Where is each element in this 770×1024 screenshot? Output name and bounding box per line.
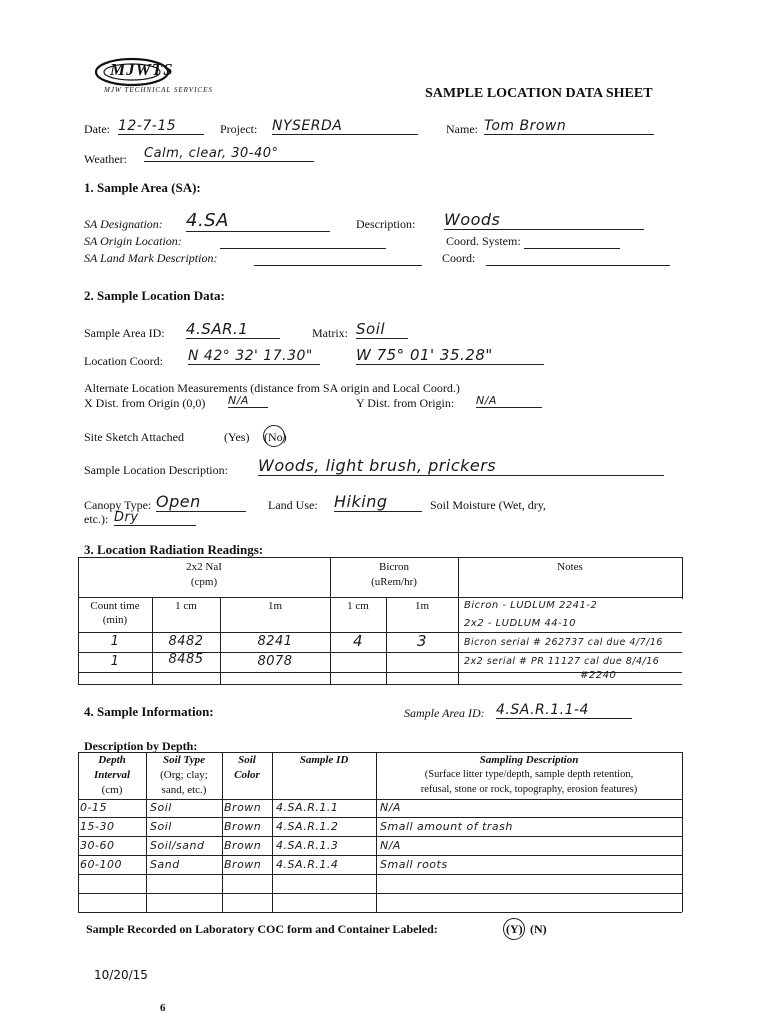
recorded-yes-option[interactable]: (Y) bbox=[506, 922, 523, 936]
sub-count-min: (min) bbox=[102, 614, 128, 626]
site-sketch-label: Site Sketch Attached bbox=[84, 430, 184, 444]
sub-nai-1cm: 1 cm bbox=[175, 600, 197, 612]
name-field[interactable]: Tom Brown bbox=[484, 118, 654, 135]
col-soil-color: Soil bbox=[238, 754, 256, 766]
coord-label: Coord: bbox=[442, 251, 476, 265]
sample-area-id-field[interactable]: 4.SAR.1 bbox=[186, 320, 280, 339]
col-bicron-header: Bicron bbox=[379, 561, 409, 573]
footer-date: 10/20/15 bbox=[94, 968, 148, 982]
weather-label: Weather: bbox=[84, 152, 128, 166]
col-sampling-description-2: (Surface litter type/depth, sample depth retention, bbox=[424, 769, 634, 780]
landmark-field[interactable] bbox=[254, 253, 422, 266]
table-row-1-count[interactable]: 1 bbox=[110, 634, 120, 649]
logo-text: MJWTS bbox=[110, 60, 174, 79]
sample-row-1-color[interactable]: Brown bbox=[224, 801, 262, 814]
land-use-field[interactable]: Hiking bbox=[334, 492, 422, 512]
col-soil-type-3: sand, etc.) bbox=[161, 784, 207, 796]
table-row-1-bicron-1cm[interactable]: 4 bbox=[352, 632, 364, 650]
sample-row-3-depth[interactable]: 30-60 bbox=[80, 839, 115, 852]
note-line-3[interactable]: Bicron serial # 262737 cal due 4/7/16 bbox=[464, 637, 663, 648]
sa-designation-field[interactable]: 4.SA bbox=[186, 210, 330, 232]
land-use-label: Land Use: bbox=[268, 498, 318, 512]
description-label: Description: bbox=[356, 217, 416, 231]
sample-row-2-color[interactable]: Brown bbox=[224, 820, 262, 833]
sub-nai-1m: 1m bbox=[267, 600, 283, 612]
col-nai-unit: (cpm) bbox=[190, 576, 218, 588]
sample-row-4-id[interactable]: 4.SA.R.1.4 bbox=[276, 858, 339, 871]
location-coord-label: Location Coord: bbox=[84, 354, 163, 368]
soil-moisture-label: Soil Moisture (Wet, dry, bbox=[430, 498, 546, 512]
sample-row-1-depth[interactable]: 0-15 bbox=[80, 801, 107, 814]
sample-row-1-id[interactable]: 4.SA.R.1.1 bbox=[276, 801, 339, 814]
sketch-yes-option[interactable]: (Yes) bbox=[224, 430, 250, 444]
col-soil-type: Soil Type bbox=[162, 754, 206, 766]
col-sample-id: Sample ID bbox=[299, 754, 349, 766]
table-row-2-nai-1m[interactable]: 8078 bbox=[257, 654, 293, 669]
sample-row-2-depth[interactable]: 15-30 bbox=[80, 820, 115, 833]
soil-moisture-field[interactable]: Dry bbox=[114, 510, 196, 526]
date-label: Date: bbox=[84, 122, 110, 136]
sample-row-3-id[interactable]: 4.SA.R.1.3 bbox=[276, 839, 339, 852]
y-dist-field[interactable]: N/A bbox=[476, 394, 542, 408]
coord-system-label: Coord. System: bbox=[446, 234, 521, 248]
location-description-label: Sample Location Description: bbox=[84, 463, 228, 477]
section2-heading: 2. Sample Location Data: bbox=[84, 288, 225, 303]
recorded-yes-circle bbox=[503, 918, 525, 940]
sample-row-4-depth[interactable]: 60-100 bbox=[80, 858, 122, 871]
x-dist-label: X Dist. from Origin (0,0) bbox=[84, 396, 206, 410]
col-nai-header: 2x2 NaI bbox=[186, 561, 222, 573]
sample-row-4-desc[interactable]: Small roots bbox=[380, 858, 448, 871]
sample-row-1-desc[interactable]: N/A bbox=[380, 801, 401, 814]
matrix-label: Matrix: bbox=[312, 326, 348, 340]
table-row-2-nai-1cm[interactable]: 8485 bbox=[168, 652, 204, 667]
alternate-location-label: Alternate Location Measurements (distance from SA origin and Local Coord.) bbox=[84, 381, 460, 395]
note-line-5[interactable]: #2240 bbox=[580, 670, 617, 681]
page-number: 6 bbox=[160, 1002, 166, 1014]
section3-heading: 3. Location Radiation Readings: bbox=[84, 542, 264, 557]
col-depth-interval: Interval bbox=[93, 769, 131, 781]
col-sampling-description: Sampling Description bbox=[479, 754, 579, 766]
description-by-depth-label: Description by Depth: bbox=[84, 739, 198, 753]
sub-count-time: Count time bbox=[90, 600, 140, 612]
table-row-1-nai-1m[interactable]: 8241 bbox=[257, 634, 293, 649]
col-depth-unit: (cm) bbox=[101, 784, 123, 796]
recorded-no-option[interactable]: (N) bbox=[530, 922, 547, 936]
project-field[interactable]: NYSERDA bbox=[272, 118, 418, 135]
logo-subtitle: MJW TECHNICAL SERVICES bbox=[104, 86, 213, 94]
col-soil-color-2: Color bbox=[234, 769, 260, 781]
note-line-4[interactable]: 2x2 serial # PR 11127 cal due 8/4/16 bbox=[464, 656, 660, 667]
recorded-label: Sample Recorded on Laboratory COC form and Container Labeled: bbox=[86, 922, 438, 936]
y-dist-label: Y Dist. from Origin: bbox=[356, 396, 455, 410]
col-depth: Depth bbox=[98, 754, 126, 766]
location-description-field[interactable]: Woods, light brush, prickers bbox=[258, 456, 664, 476]
table-row-1-nai-1cm[interactable]: 8482 bbox=[168, 634, 204, 649]
sample-area-id-label-4: Sample Area ID: bbox=[404, 706, 485, 720]
canopy-type-field[interactable]: Open bbox=[156, 492, 246, 512]
col-notes-header: Notes bbox=[557, 561, 583, 573]
section4-heading: 4. Sample Information: bbox=[84, 704, 214, 719]
project-label: Project: bbox=[220, 122, 258, 136]
page-title: SAMPLE LOCATION DATA SHEET bbox=[425, 86, 653, 101]
sample-area-id-field-4[interactable]: 4.SA.R.1.1-4 bbox=[496, 702, 632, 719]
location-n-field[interactable]: N 42° 32' 17.30" bbox=[188, 348, 320, 365]
x-dist-field[interactable]: N/A bbox=[228, 394, 268, 408]
sub-bicron-1cm: 1 cm bbox=[347, 600, 369, 612]
sample-row-2-id[interactable]: 4.SA.R.1.2 bbox=[276, 820, 339, 833]
note-line-1[interactable]: Bicron - LUDLUM 2241-2 bbox=[464, 600, 598, 611]
sa-origin-label: SA Origin Location: bbox=[84, 234, 182, 248]
sample-row-2-type[interactable]: Soil bbox=[150, 820, 172, 833]
col-bicron-unit: (uRem/hr) bbox=[371, 576, 417, 588]
table-row-2-count[interactable]: 1 bbox=[110, 654, 120, 669]
sample-row-3-type[interactable]: Soil/sand bbox=[150, 839, 205, 852]
sa-designation-label: SA Designation: bbox=[84, 217, 163, 231]
sub-bicron-1m: 1m bbox=[414, 600, 430, 612]
name-label: Name: bbox=[446, 122, 478, 136]
col-soil-type-2: (Org; clay; bbox=[160, 769, 208, 781]
soil-moisture-label-2: etc.): bbox=[84, 512, 109, 526]
sample-area-id-label: Sample Area ID: bbox=[84, 326, 165, 340]
section1-heading: 1. Sample Area (SA): bbox=[84, 180, 201, 195]
sample-row-1-type[interactable]: Soil bbox=[150, 801, 172, 814]
note-line-2[interactable]: 2x2 - LUDLUM 44-10 bbox=[464, 618, 576, 629]
sample-row-4-color[interactable]: Brown bbox=[224, 858, 262, 871]
date-field[interactable]: 12-7-15 bbox=[118, 118, 204, 135]
sample-row-2-desc[interactable]: Small amount of trash bbox=[380, 820, 513, 833]
sketch-no-option[interactable]: (No) bbox=[264, 430, 287, 444]
landmark-label: SA Land Mark Description: bbox=[84, 251, 218, 265]
sample-row-3-color[interactable]: Brown bbox=[224, 839, 262, 852]
matrix-field[interactable]: Soil bbox=[356, 320, 408, 339]
sample-row-4-type[interactable]: Sand bbox=[150, 858, 180, 871]
coord-system-field[interactable] bbox=[524, 236, 620, 249]
col-sampling-description-3: refusal, stone or rock, topography, erosion features) bbox=[420, 784, 638, 795]
description-field[interactable]: Woods bbox=[444, 210, 644, 230]
sa-origin-field[interactable] bbox=[220, 236, 386, 249]
coord-field[interactable] bbox=[486, 253, 670, 266]
location-w-field[interactable]: W 75° 01' 35.28" bbox=[356, 346, 544, 365]
canopy-type-label: Canopy Type: bbox=[84, 498, 152, 512]
table-row-1-bicron-1m[interactable]: 3 bbox=[416, 632, 428, 650]
weather-field[interactable]: Calm, clear, 30-40° bbox=[144, 146, 314, 162]
sample-row-3-desc[interactable]: N/A bbox=[380, 839, 401, 852]
sketch-no-circle bbox=[263, 425, 285, 447]
